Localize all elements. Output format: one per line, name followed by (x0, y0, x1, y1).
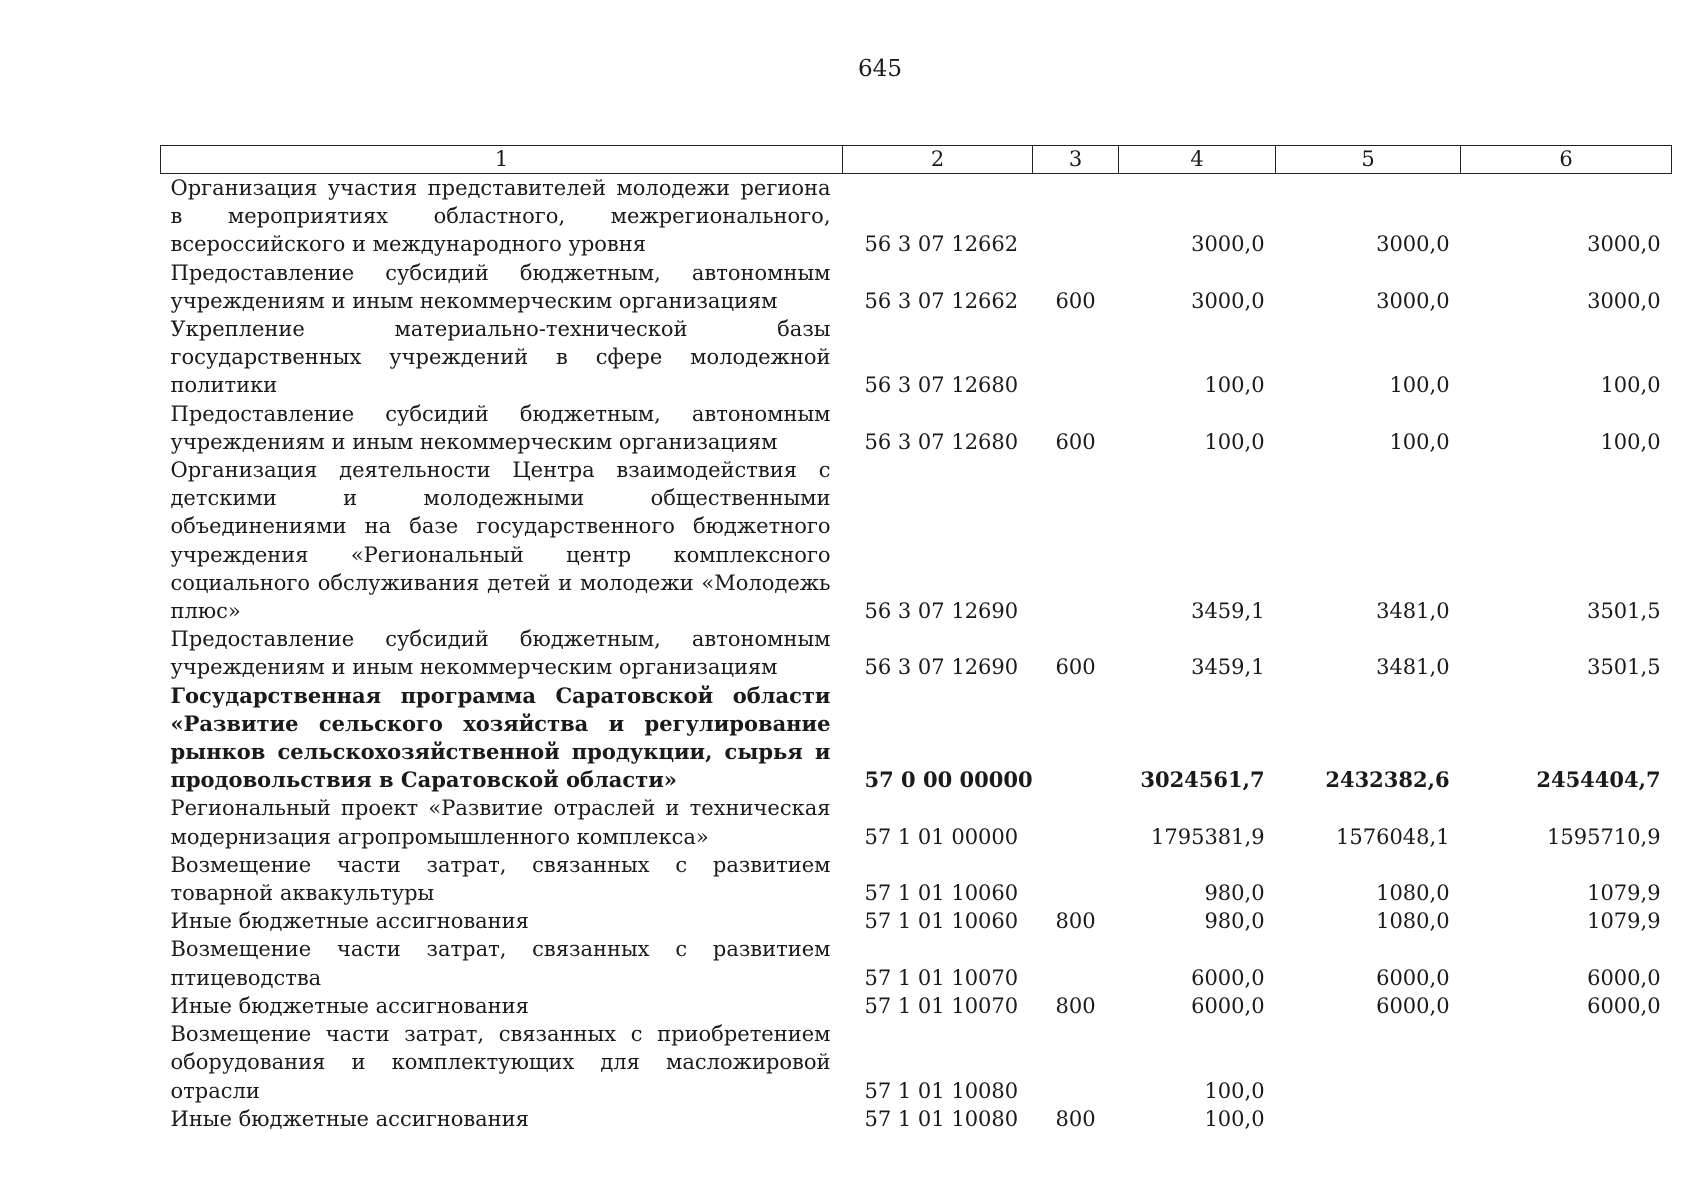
row-value-1: 3024561,7 (1140, 767, 1265, 793)
row-code: 57 1 01 00000 (864, 824, 1019, 849)
row-code: 56 3 07 12680 (864, 429, 1019, 454)
row-value-1: 100,0 (1204, 1078, 1265, 1103)
row-value-1: 100,0 (1204, 429, 1265, 454)
table-row (161, 851, 1672, 907)
row-expense-type: 800 (1055, 1106, 1096, 1131)
row-value-2: 1576048,1 (1336, 824, 1450, 849)
row-code: 56 3 07 12680 (864, 373, 1019, 398)
row-value-2: 6000,0 (1376, 965, 1450, 990)
row-value-3 (1461, 1105, 1672, 1133)
table-row (161, 682, 1672, 795)
row-code: 56 3 07 12662 (864, 288, 1019, 313)
row-value-1: 3000,0 (1191, 232, 1265, 257)
row-value-3: 2454404,7 (1536, 767, 1661, 793)
row-name: Предоставление субсидий бюджетным, автономным учреждениям и иным некоммерческим организациям (170, 260, 831, 313)
row-expense-type (1033, 851, 1119, 907)
row-value-3: 3501,5 (1587, 599, 1661, 624)
row-value-3: 1079,9 (1587, 881, 1661, 906)
row-value-3: 3501,5 (1587, 655, 1661, 680)
row-code: 57 1 01 10080 (864, 1078, 1019, 1103)
table-row (161, 315, 1672, 400)
table-header (161, 146, 1672, 174)
row-value-3: 1079,9 (1587, 909, 1661, 934)
row-value-1: 100,0 (1204, 373, 1265, 398)
row-value-2: 100,0 (1389, 429, 1450, 454)
row-name: Укрепление материально-технической базы государственных учреждений в сфере молодежной политики (170, 317, 831, 398)
row-expense-type (1033, 1020, 1119, 1105)
table-row (161, 907, 1672, 935)
row-expense-type (1033, 682, 1119, 795)
row-value-1: 980,0 (1204, 881, 1265, 906)
row-value-1: 6000,0 (1191, 965, 1265, 990)
row-value-1: 100,0 (1204, 1106, 1265, 1131)
row-code: 57 1 01 10060 (864, 881, 1019, 906)
table-row (161, 992, 1672, 1020)
row-expense-type (1033, 456, 1119, 625)
row-value-1: 6000,0 (1191, 993, 1265, 1018)
row-value-3: 6000,0 (1587, 993, 1661, 1018)
row-name: Иные бюджетные ассигнования (170, 909, 529, 934)
row-expense-type (1033, 174, 1119, 259)
table-row (161, 456, 1672, 625)
table-row (161, 1105, 1672, 1133)
budget-table (160, 145, 1672, 1133)
table-row (161, 259, 1672, 315)
table-row (161, 625, 1672, 681)
row-value-3: 6000,0 (1587, 965, 1661, 990)
table-row (161, 935, 1672, 991)
row-name: Возмещение части затрат, связанных с развитием птицеводства (170, 937, 831, 990)
table-row (161, 174, 1672, 259)
row-value-2: 3000,0 (1376, 288, 1450, 313)
table-row (161, 400, 1672, 456)
row-value-2: 3000,0 (1376, 232, 1450, 257)
row-expense-type: 800 (1055, 909, 1096, 934)
column-header-4: 4 (1119, 146, 1276, 174)
column-header-3: 3 (1033, 146, 1119, 174)
row-name: Предоставление субсидий бюджетным, автономным учреждениям и иным некоммерческим организациям (170, 401, 831, 454)
row-value-1: 3000,0 (1191, 288, 1265, 313)
row-name: Организация участия представителей молодежи региона в мероприятиях областного, межрегионального, всероссийского и международного уровня (170, 176, 831, 257)
row-value-2: 1080,0 (1376, 881, 1450, 906)
row-name: Государственная программа Саратовской области «Развитие сельского хозяйства и регулирование рынков сельскохозяйственной продукции, сырья и продовольствия в Саратовской области» (170, 682, 831, 793)
page-number: 645 (858, 56, 902, 82)
row-expense-type (1033, 315, 1119, 400)
row-expense-type: 600 (1055, 429, 1096, 454)
row-value-2: 3481,0 (1376, 599, 1450, 624)
column-header-1: 1 (161, 146, 843, 174)
row-code: 56 3 07 12662 (864, 232, 1019, 257)
row-code: 56 3 07 12690 (864, 655, 1019, 680)
row-expense-type: 600 (1055, 655, 1096, 680)
row-name: Возмещение части затрат, связанных с развитием товарной аквакультуры (170, 852, 831, 906)
row-expense-type: 600 (1055, 288, 1096, 313)
table-row (161, 1020, 1672, 1105)
row-value-2 (1276, 1105, 1461, 1133)
row-value-2: 2432382,6 (1325, 767, 1450, 793)
row-code: 57 0 00 00000 (864, 767, 1033, 793)
row-value-3: 100,0 (1600, 373, 1661, 398)
row-name: Предоставление субсидий бюджетным, автономным учреждениям и иным некоммерческим организациям (170, 627, 831, 680)
table-body (161, 174, 1672, 1133)
row-code: 57 1 01 10070 (864, 965, 1019, 990)
row-value-1: 1795381,9 (1151, 824, 1265, 849)
row-expense-type (1033, 794, 1119, 850)
row-value-3: 100,0 (1600, 429, 1661, 454)
row-value-2 (1276, 1020, 1461, 1105)
row-code: 57 1 01 10070 (864, 993, 1019, 1018)
row-expense-type (1033, 935, 1119, 991)
column-header-2: 2 (843, 146, 1033, 174)
row-value-3: 3000,0 (1587, 232, 1661, 257)
row-name: Возмещение части затрат, связанных с приобретением оборудования и комплектующих для масложировой отрасли (170, 1022, 831, 1103)
row-name: Региональный проект «Развитие отраслей и техническая модернизация агропромышленного комплекса» (170, 796, 831, 849)
row-name: Иные бюджетные ассигнования (170, 993, 529, 1018)
row-expense-type: 800 (1055, 993, 1096, 1018)
table-row (161, 794, 1672, 850)
row-value-1: 980,0 (1204, 909, 1265, 934)
row-code: 57 1 01 10060 (864, 909, 1019, 934)
row-value-1: 3459,1 (1191, 599, 1265, 624)
column-header-6: 6 (1461, 146, 1672, 174)
row-value-2: 100,0 (1389, 373, 1450, 398)
row-value-3: 1595710,9 (1547, 824, 1661, 849)
row-code: 56 3 07 12690 (864, 599, 1019, 624)
row-value-2: 1080,0 (1376, 909, 1450, 934)
row-value-3: 3000,0 (1587, 288, 1661, 313)
row-value-3 (1461, 1020, 1672, 1105)
row-value-2: 6000,0 (1376, 993, 1450, 1018)
row-value-2: 3481,0 (1376, 655, 1450, 680)
row-value-1: 3459,1 (1191, 655, 1265, 680)
row-name: Иные бюджетные ассигнования (170, 1106, 529, 1131)
row-code: 57 1 01 10080 (864, 1106, 1019, 1131)
column-header-5: 5 (1276, 146, 1461, 174)
row-name: Организация деятельности Центра взаимодействия с детскими и молодежными общественными объединениями на базе государственного бюджетного учреждения «Региональный центр комплексного социального обслуживания детей и молодежи «Молодежь плюс» (170, 458, 831, 624)
